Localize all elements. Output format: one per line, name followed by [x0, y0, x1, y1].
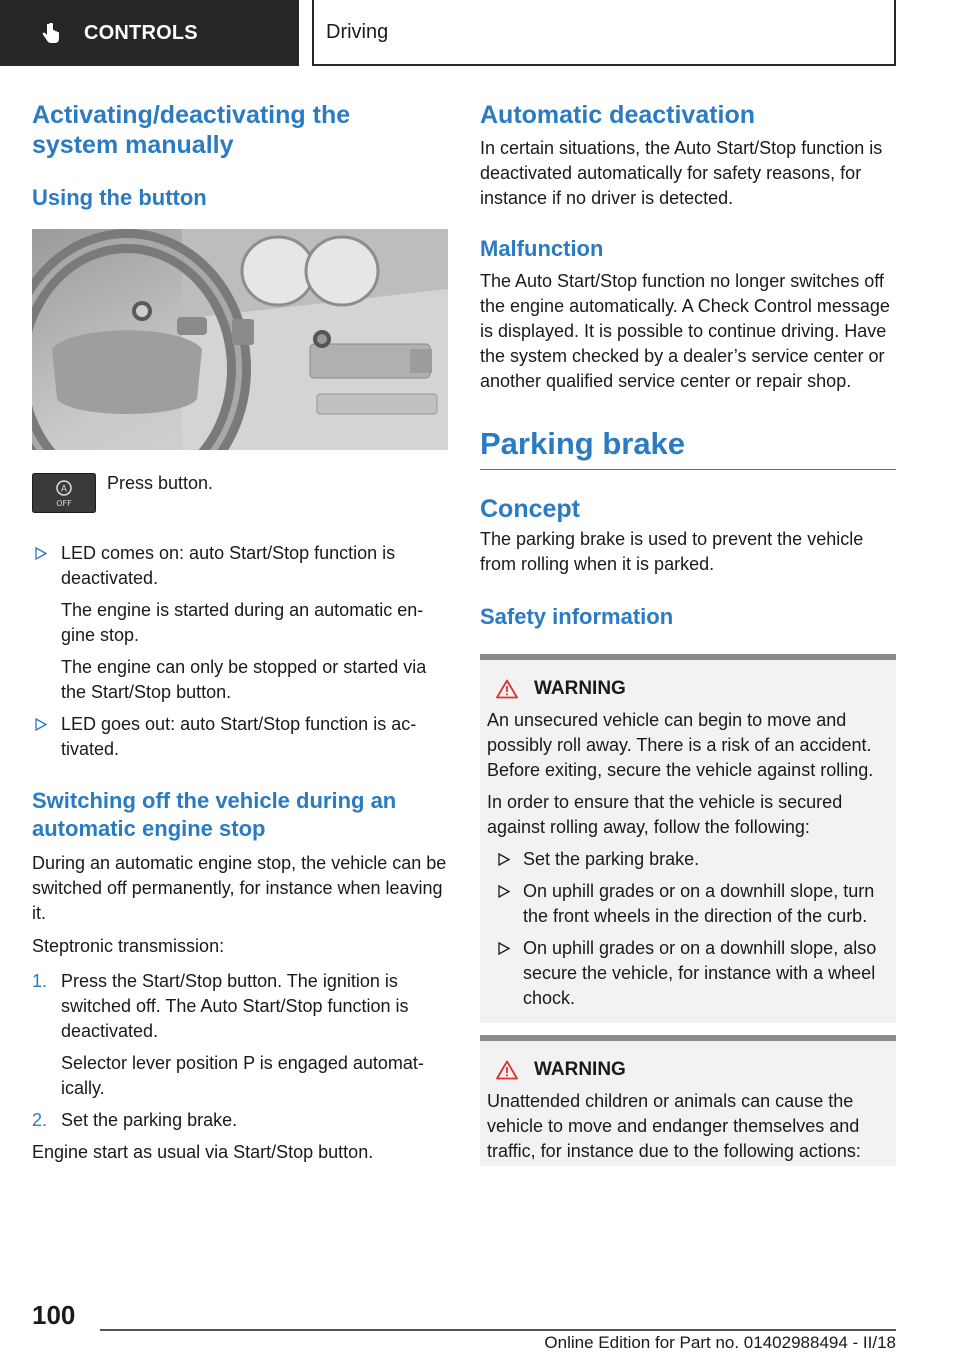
heading-safety-information: Safety information — [480, 604, 674, 629]
bullet-text: On uphill grades or on a downhill slope, also secure the vehicle, for instance with a wheel chock. — [523, 938, 877, 1008]
concept-text: The parking brake is used to prevent the vehicle from rolling when it is parked. — [480, 529, 864, 574]
steps-list — [32, 969, 448, 1133]
list-item — [487, 936, 890, 1011]
heading-manual: Activating/deactivating the system manually — [32, 101, 351, 159]
engine-start-text: Engine start as usual via Start/Stop button. — [32, 1142, 374, 1162]
edition-text: Online Edition for Part no. 01402988494 - II/18 — [544, 1333, 896, 1352]
warning-title — [487, 1059, 890, 1081]
bullet-sub-text: The engine is started during an automatic engine stop. — [61, 600, 424, 645]
warning-triangle-icon — [496, 1060, 518, 1080]
cockpit-photo — [32, 229, 448, 450]
triangle-bullet-icon — [498, 942, 510, 955]
triangle-bullet-icon — [35, 718, 47, 731]
step-text: Press the Start/Stop button. The ignition is switched off. The Auto Start/Stop function is deactivated. — [61, 971, 409, 1041]
bullet-text: LED comes on: auto Start/Stop function is deactivated. — [61, 543, 396, 588]
warning-label: WARNING — [534, 678, 626, 699]
warning-box — [480, 1035, 896, 1166]
warning-title — [487, 678, 890, 700]
right-column — [480, 100, 896, 1166]
step-number: 1. — [32, 971, 48, 991]
section-label: Driving — [326, 20, 389, 43]
svg-text:A: A — [60, 484, 68, 495]
press-button-text: Press button. — [107, 473, 214, 493]
warning-triangle-icon — [496, 679, 518, 699]
list-item — [32, 969, 448, 1101]
heading-malfunction: Malfunction — [480, 236, 604, 261]
heading-automatic-deactivation: Automatic deactivation — [480, 101, 756, 129]
left-column — [32, 100, 448, 1165]
list-item — [32, 712, 448, 762]
heading-concept: Concept — [480, 495, 580, 523]
auto-start-stop-off-button-icon — [32, 473, 96, 513]
warning-bullet-list — [487, 847, 890, 1011]
heading-switch-off: Switching off the vehicle during an automatic engine stop — [32, 788, 397, 841]
button-off-label: OFF — [56, 499, 72, 508]
malfunction-text: The Auto Start/Stop function no longer switches off the engine automatically. A Check Control message is displayed. It is possible to continue driving. Have the system checked by a dealer’s service center or another qualified service center or repair shop. — [480, 271, 890, 391]
hand-pointer-icon — [40, 22, 62, 44]
warning-box — [480, 654, 896, 1023]
chapter-label: CONTROLS — [84, 21, 198, 44]
step-number: 2. — [32, 1110, 48, 1130]
section-tab — [312, 0, 896, 66]
warning-label: WARNING — [534, 1059, 626, 1080]
triangle-bullet-icon — [498, 853, 510, 866]
warning-text: In order to ensure that the vehicle is secured against rolling away, follow the following: — [487, 792, 843, 837]
warning-text: An unsecured vehicle can begin to move and possibly roll away. There is a risk of an accident. Before exiting, secure the vehicle against rolling. — [487, 710, 874, 780]
bullet-text: LED goes out: auto Start/Stop function is activated. — [61, 714, 417, 759]
footer-rule — [100, 1329, 896, 1331]
heading-using-button: Using the button — [32, 185, 207, 210]
step-text: Set the parking brake. — [61, 1110, 238, 1130]
triangle-bullet-icon — [498, 885, 510, 898]
bullet-text: On uphill grades or on a downhill slope, turn the front wheels in the direction of the curb. — [523, 881, 875, 926]
list-item — [487, 847, 890, 872]
auto-deactivation-text: In certain situations, the Auto Start/Stop function is deactivated automatically for safety reasons, for instance if no driver is detected. — [480, 138, 883, 208]
list-item — [32, 541, 448, 705]
bullet-sub-text: The engine can only be stopped or started via the Start/Stop button. — [61, 657, 427, 702]
steptronic-label: Steptronic transmission: — [32, 936, 225, 956]
chapter-tab — [0, 0, 299, 66]
switch-off-text: During an automatic engine stop, the vehicle can be switched off permanently, for instance when leaving it. — [32, 853, 447, 923]
step-sub-text: Selector lever position P is engaged automatically. — [61, 1053, 424, 1098]
bullet-text: Set the parking brake. — [523, 849, 700, 869]
list-item — [32, 1108, 448, 1133]
heading-parking-brake: Parking brake — [480, 426, 686, 461]
heading-rule — [480, 469, 896, 470]
list-item — [487, 879, 890, 929]
warning-text: Unattended children or animals can cause the vehicle to move and endanger themselves and traffic, for instance due to the following actions: — [487, 1091, 861, 1161]
triangle-bullet-icon — [35, 547, 47, 560]
led-bullet-list — [32, 541, 448, 762]
page-number: 100 — [32, 1300, 76, 1330]
